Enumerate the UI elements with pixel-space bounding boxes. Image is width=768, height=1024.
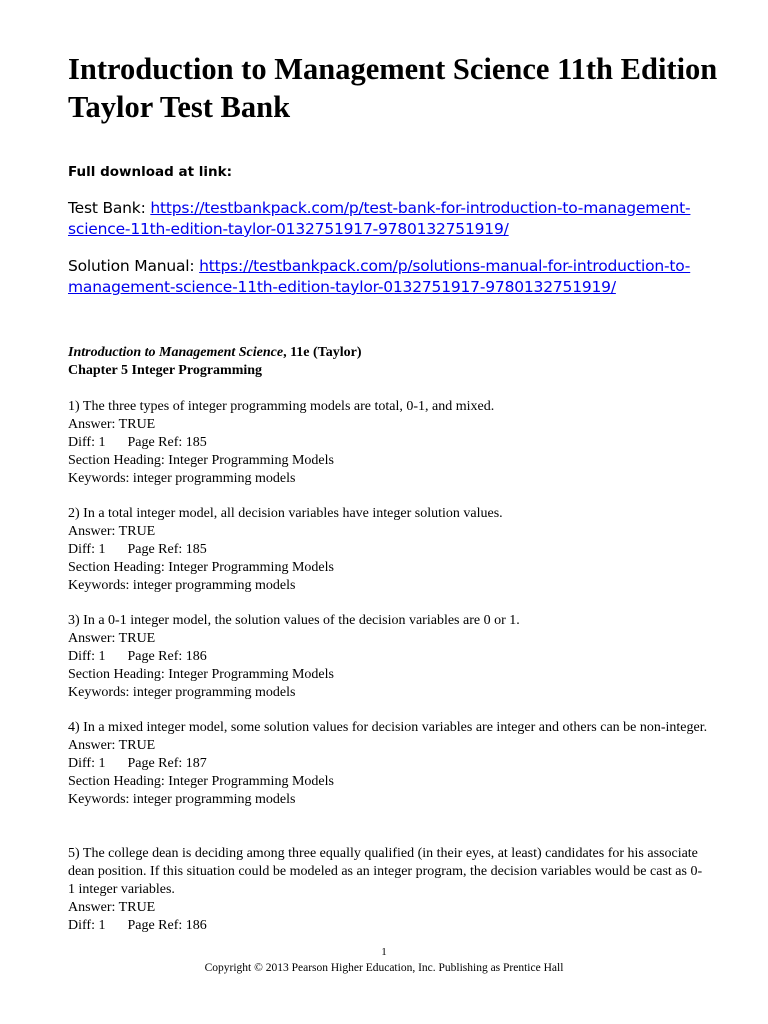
test-bank-link[interactable]: https://testbankpack.com/p/test-bank-for-introduction-to-management-science-11th-edition-taylor-0132751917-9780132751919/ xyxy=(68,199,691,238)
question-page-ref: Page Ref: 186 xyxy=(127,918,207,933)
question-diff: Diff: 1 xyxy=(68,649,106,664)
question-diff: Diff: 1 xyxy=(68,918,106,933)
question-meta xyxy=(68,917,708,935)
question-diff: Diff: 1 xyxy=(68,435,106,450)
question-keywords: Keywords: integer programming models xyxy=(68,792,296,807)
question-section: Section Heading: Integer Programming Models xyxy=(68,774,334,789)
question-item xyxy=(68,719,708,809)
question-meta xyxy=(68,541,708,559)
question-page-ref: Page Ref: 186 xyxy=(127,649,207,664)
question-keywords: Keywords: integer programming models xyxy=(68,685,296,700)
chapter-title: Chapter 5 Integer Programming xyxy=(68,363,263,378)
question-diff: Diff: 1 xyxy=(68,756,106,771)
copyright-footer: Copyright © 2013 Pearson Higher Education, Inc. Publishing as Prentice Hall xyxy=(204,962,564,974)
test-bank-label: Test Bank: xyxy=(68,199,151,217)
question-text: 2) In a total integer model, all decision variables have integer solution values. xyxy=(68,506,503,521)
question-answer: Answer: TRUE xyxy=(68,524,156,539)
question-diff: Diff: 1 xyxy=(68,542,106,557)
question-answer: Answer: TRUE xyxy=(68,631,156,646)
question-answer: Answer: TRUE xyxy=(68,900,156,915)
chapter-header xyxy=(68,344,708,380)
question-item xyxy=(68,398,708,488)
question-text: 1) The three types of integer programming models are total, 0-1, and mixed. xyxy=(68,399,495,414)
question-text: 4) In a mixed integer model, some solution values for decision variables are integer and others can be non-integer. xyxy=(68,720,708,735)
question-text: 5) The college dean is deciding among three equally qualified (in their eyes, at least) candidates for his associate dean position. If this situation could be modeled as an integer program, the decision variables would be cast as 0-1 integer variables. xyxy=(68,846,703,897)
download-label: Full download at link: xyxy=(68,164,233,180)
question-section: Section Heading: Integer Programming Models xyxy=(68,667,334,682)
question-meta xyxy=(68,755,708,773)
question-page-ref: Page Ref: 185 xyxy=(127,542,207,557)
page-number: 1 xyxy=(381,946,387,958)
document-title: Introduction to Management Science 11th Edition Taylor Test Bank xyxy=(68,52,718,124)
solution-manual-line xyxy=(68,256,728,298)
solution-manual-label: Solution Manual: xyxy=(68,257,200,275)
question-item xyxy=(68,612,708,702)
question-section: Section Heading: Integer Programming Models xyxy=(68,560,334,575)
question-meta xyxy=(68,434,708,452)
question-meta xyxy=(68,648,708,666)
question-item xyxy=(68,505,708,595)
book-edition: , 11e (Taylor) xyxy=(283,345,362,360)
question-answer: Answer: TRUE xyxy=(68,417,156,432)
solution-manual-link[interactable]: https://testbankpack.com/p/solutions-manual-for-introduction-to-management-science-11th-edition-taylor-0132751917-9780132751919/ xyxy=(68,257,691,296)
question-page-ref: Page Ref: 187 xyxy=(127,756,207,771)
question-text: 3) In a 0-1 integer model, the solution values of the decision variables are 0 or 1. xyxy=(68,613,520,628)
question-item xyxy=(68,845,708,935)
question-keywords: Keywords: integer programming models xyxy=(68,471,296,486)
book-title: Introduction to Management Science xyxy=(68,345,284,360)
question-keywords: Keywords: integer programming models xyxy=(68,578,296,593)
book-title-line xyxy=(68,344,708,362)
question-answer: Answer: TRUE xyxy=(68,738,156,753)
question-section: Section Heading: Integer Programming Models xyxy=(68,453,334,468)
question-page-ref: Page Ref: 185 xyxy=(127,435,207,450)
test-bank-line xyxy=(68,198,728,240)
